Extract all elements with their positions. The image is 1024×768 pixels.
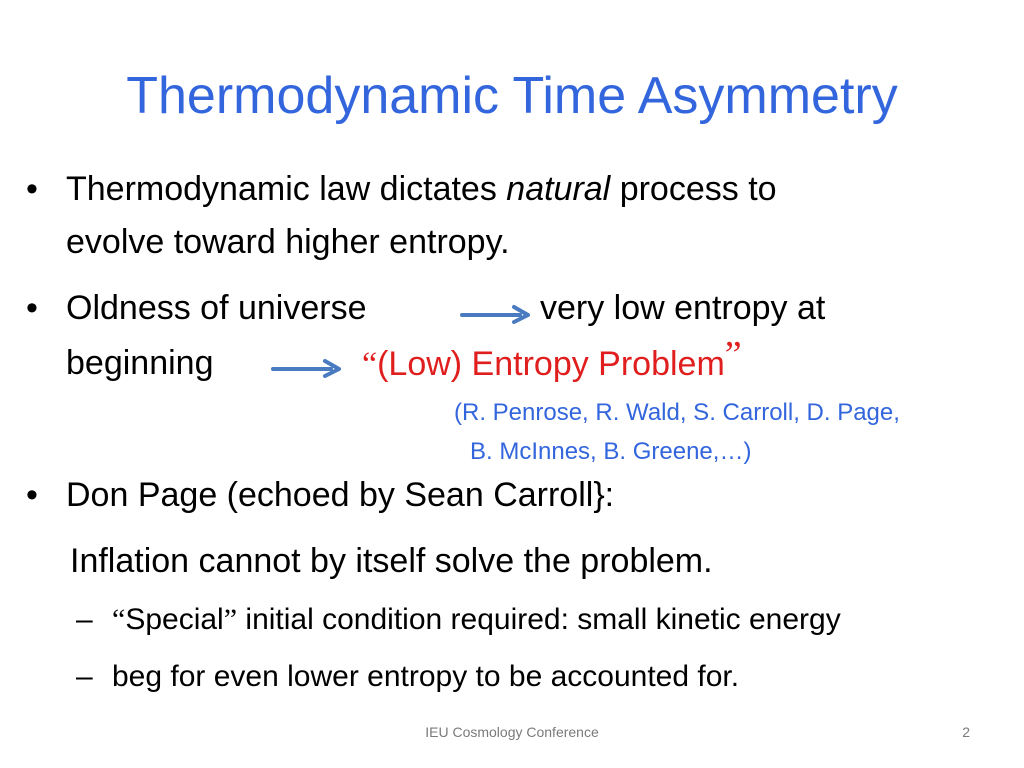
sub-item-2: beg for even lower entropy to be accounted for.	[112, 660, 740, 693]
close-quote: ”	[223, 603, 238, 636]
bullet-1-line-1	[66, 166, 777, 212]
bullet-1-italic-word: natural	[506, 170, 611, 208]
bullet-2-text-post: very low entropy at	[540, 289, 826, 327]
sub-bullet-marker: –	[76, 660, 93, 693]
bullet-marker: •	[26, 170, 38, 208]
slide-title: Thermodynamic Time Asymmetry	[126, 67, 898, 125]
bullet-1-text-pre: Thermodynamic law dictates	[66, 170, 507, 208]
bullet-marker: •	[26, 476, 38, 514]
sub-item-1-text: initial condition required: small kinetic energy	[237, 603, 841, 636]
page-number: 2	[962, 724, 970, 740]
bullet-2-line-2-pre: beginning	[66, 344, 214, 382]
entropy-problem-highlight	[362, 334, 742, 388]
open-quote: “	[112, 603, 126, 636]
open-quote: “	[362, 346, 378, 383]
bullet-1-text-post: process to	[610, 170, 777, 208]
bullet-marker: •	[26, 289, 38, 327]
right-arrow-icon	[271, 358, 343, 380]
right-arrow-icon	[460, 302, 532, 324]
bullet-2-text-pre: Oldness of universe	[66, 289, 367, 327]
close-quote: ”	[724, 334, 742, 376]
bullet-3-line-2: Inflation cannot by itself solve the problem.	[70, 542, 713, 580]
entropy-problem-text: (Low) Entropy Problem	[377, 345, 725, 383]
bullet-1-line-2: evolve toward higher entropy.	[66, 223, 510, 261]
references-line-2: B. McInnes, B. Greene,…)	[470, 438, 752, 465]
bullet-3-line-1: Don Page (echoed by Sean Carroll}:	[66, 476, 615, 514]
references-line-1: (R. Penrose, R. Wald, S. Carroll, D. Page,	[454, 399, 900, 426]
sub-item-1	[112, 600, 841, 640]
footer-conference-name: IEU Cosmology Conference	[425, 724, 599, 740]
sub-bullet-marker: –	[76, 603, 93, 636]
special-word: Special	[125, 603, 224, 636]
